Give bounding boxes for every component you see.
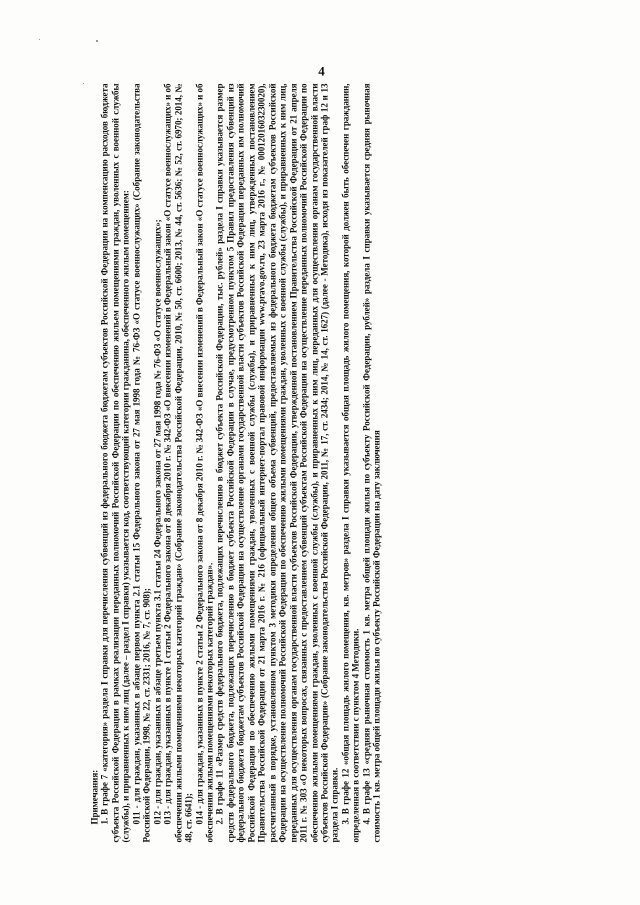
- rotated-document-page: [85, 63, 555, 853]
- note-paragraph-2: 2. В графе 11 «Размер средств федерального бюджета, подлежащих перечислению в бюджет субъекта Российской Федерации, тыс. рублей» раздела I справки указывается размер средств федерального бюджета, подлежащих перечислению в бюджет субъекта Российской Федерации в случае, предусмотренном пунктом 5 Правил предоставления субвенций из федерального бюджета бюджетам субъектов Российской Федерации на осуществление органами государственной власти субъектов Российской Федерации переданных им полномочий Российской Федерации по обеспечению жилыми помещениями граждан, уволенных с военной службы (службы), и приравненных к ним лиц, утвержденных постановлением Правительства Российской Федерации от 21 марта 2016 г. № 216 (официальный интернет-портал правовой информации www.pravo.gov.ru, 23 марта 2016 г., № 0001201603230020), рассчитанный в порядке, установленном пунктом 3 методики определения общего объема субвенций, предоставляемых из федерального бюджета бюджетам субъектов Российской Федерации на осуществление полномочий Российской Федерации по обеспечению жилыми помещениями граждан, уволенных с военной службы (службы), и приравненных к ним лиц, переданных для осуществления органам государственной власти субъектов Российской Федерации, утвержденной постановлением Правительства Российской Федерации от 21 апреля 2011 г. № 303 «О некоторых вопросах, связанных с предоставлением субвенций субъектам Российской Федерации на осуществление переданных полномочий Российской Федерации по обеспечению жилыми помещениями граждан, уволенных с военной службы (службы), и приравненных к ним лиц, переданных для осуществления органам государственной власти субъектов Российской Федерации» (Собрание законодательства Российской Федерации, 2011, № 17, ст. 2434; 2014, № 14, ст. 1627) (далее - Методика), исходя из показателей граф 12 и 13 раздела I справки.: [214, 83, 340, 843]
- note-paragraph-4: 4. В графе 13 «средняя рыночная стоимость 1 кв. метра общей площади жилья по субъекту Российской Федерации, рублей» раздела I справки указывается средняя рыночная стоимость 1 кв. метра общей площади жилья по субъекту Российской Федерации на дату заключения: [360, 83, 382, 843]
- scan-dust-speck: [83, 83, 84, 84]
- page-number: 4: [317, 63, 325, 79]
- scan-dust-speck: [39, 39, 40, 40]
- scan-dust-speck: [96, 40, 98, 42]
- note-paragraph-1: 1. В графе 7 «категория» раздела I справки для перечисления субвенций из федерального бюджета бюджетам субъектов Российской Федерации на компенсацию расходов бюджета субъекта Российской Федерации в рамках реализации переданных полномочий Российской Федерации по обеспечению жильем помещениями граждан, уволенных с военной службы (службы), и приравненных к ним лиц (далее – раздел I справки) указывается код, соответствующий категории гражданина, обеспеченного жилым помещением:: [99, 83, 131, 843]
- code-011-paragraph: 011 - для граждан, указанных в абзаце первом пункта 2.1 статьи 15 Федерального закона от 27 мая 1998 года № 76-ФЗ «О статусе военнослужащих» (Собрание законодательства Российской Федерации, 1998, № 22, ст. 2331; 2016, № 7, ст. 908);: [130, 83, 152, 843]
- notes-section: [89, 84, 382, 843]
- code-014-paragraph: 014 - для граждан, указанных в пункте 2 статьи 2 Федерального закона от 8 декабря 2010 г. № 342-ФЗ «О внесении изменений в Федеральный закон «О статусе военнослужащих» и об обеспечении жилыми помещениями некоторых категорий граждан».: [193, 83, 214, 843]
- code-013-paragraph: 013 - для граждан, указанных в пункте 1 статьи 2 Федерального закона от 8 декабря 2010 г. № 342-ФЗ «О внесении изменений в Федеральный закон «О статусе военнослужащих» и об обеспечении жилыми помещениями некоторых категорий граждан» (Собрание законодательства Российской Федерации, 2010, № 50, ст. 6600; 2013, № 44, ст. 5636; № 52, ст. 6970; 2014, № 48, ст. 6641);: [162, 83, 194, 843]
- code-012-paragraph: 012 - для граждан, указанных в абзаце третьем пункта 3.1 статьи 24 Федерального закона от 27 мая 1998 года № 76-ФЗ «О статусе военнослужащих»;: [151, 219, 162, 825]
- note-paragraph-3: 3. В графе 12 «общая площадь жилого помещения, кв. метров» раздела I справки указывается общая площадь жилого помещения, которой должен быть обеспечен гражданин, определенная в соответствии с пунктом 4 Методики.: [339, 83, 361, 843]
- notes-heading: Примечания:: [89, 769, 99, 825]
